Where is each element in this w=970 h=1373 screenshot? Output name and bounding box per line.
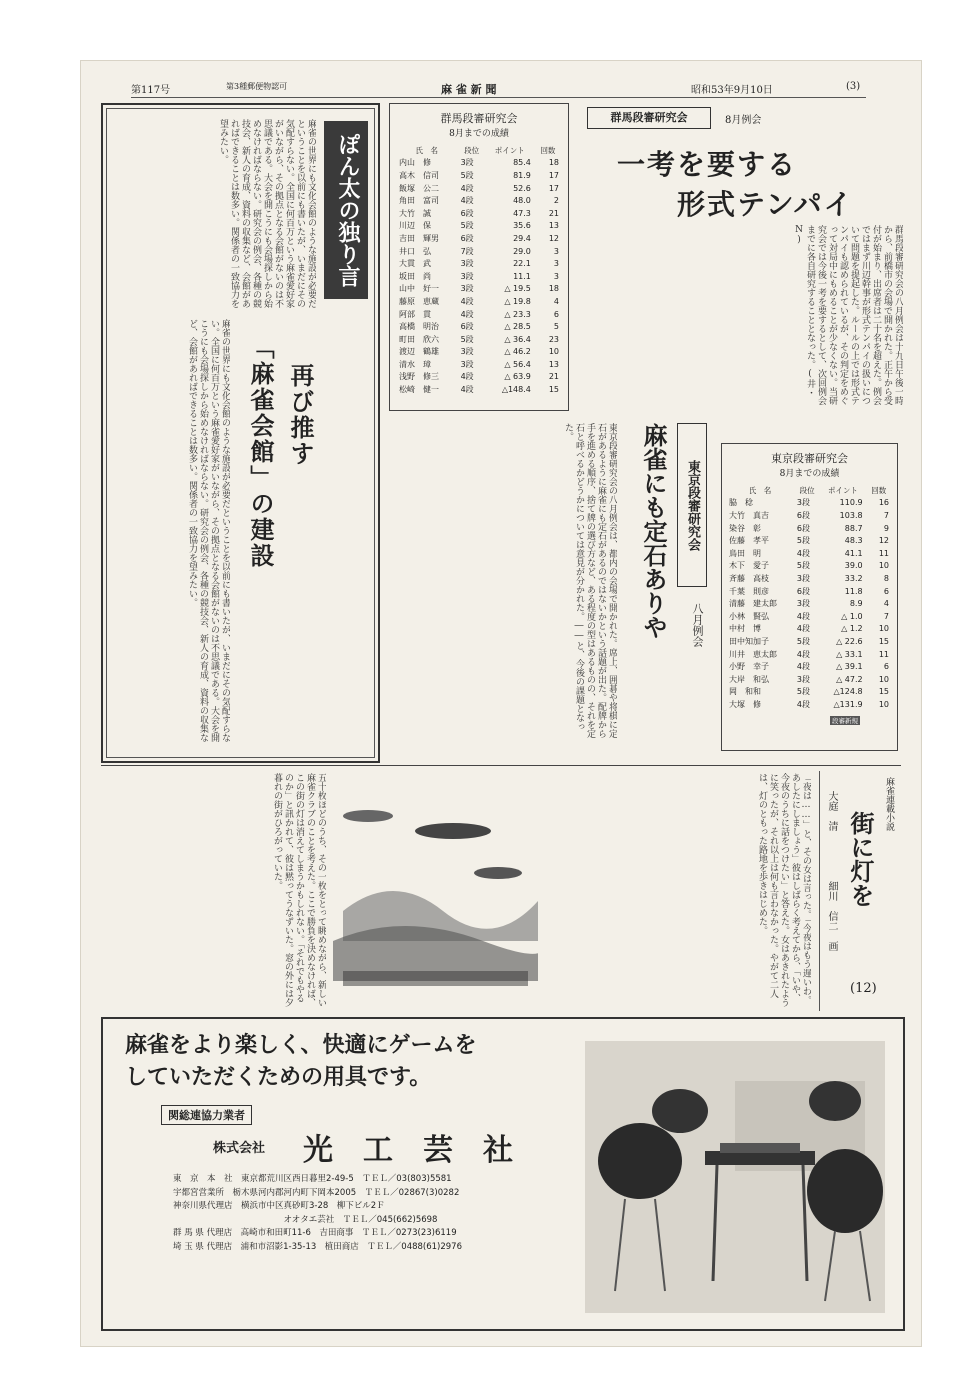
ad-office-line: 埼 玉 県 代理店 浦和市沼影1-35-13 植田商店 ＴＥＬ／0488(61)2976	[173, 1241, 462, 1252]
table-cell: 81.9	[513, 170, 531, 180]
table-row	[726, 509, 892, 522]
table-cell: 坂田 尚	[399, 271, 431, 281]
table-cell: 3段	[460, 284, 474, 294]
gunma-table-title: 群馬段審研究会	[440, 112, 518, 125]
table-cell: 6	[883, 662, 889, 672]
table-cell: 大貫 武	[399, 259, 431, 269]
table-cell: 21	[548, 208, 559, 218]
column-body-bottom: 麻雀の世界にも文化会館のような施設が必要だということを以前にも書いたが、いまだにその気配すらない。全国に何百万という麻雀愛好家がいながら、その拠点となる会館がないのは不思議である。大会を開こうにも会場探しから始めなければならない。研究会の例会、各種の競技会、新人の育成、資料の収集など、会館があればできることは数多い。関係者の一致協力を望みたい。	[187, 319, 230, 742]
gunma-results-table	[396, 144, 562, 396]
table-cell: 小野 幸子	[729, 662, 769, 672]
table-row	[396, 371, 562, 384]
table-cell: 3	[553, 246, 559, 256]
table-cell: 佐藤 孝平	[729, 536, 769, 546]
table-row	[396, 182, 562, 195]
table-cell: 23	[548, 334, 559, 344]
table-cell: 5段	[796, 687, 810, 697]
table-cell: 15	[878, 687, 889, 697]
table-cell: 3段	[460, 259, 474, 269]
ad-headline-2: していただくための用具です。	[125, 1064, 432, 1090]
table-cell: 7段	[460, 246, 474, 256]
table-cell: 4段	[796, 649, 810, 659]
table-row	[726, 497, 892, 510]
table-top-mark	[720, 1143, 800, 1153]
table-cell: 18	[548, 158, 559, 168]
table-cell: △ 23.3	[504, 309, 531, 319]
table-cell: 12	[548, 233, 559, 243]
table-header-cell: 段位	[799, 485, 815, 495]
ad-company-prefix: 株式会社	[213, 1141, 266, 1156]
gunma-headline-1: 一考を要する	[617, 148, 798, 181]
table-row	[726, 673, 892, 686]
table-cell: 大竹 誠	[399, 208, 431, 218]
table-cell: △ 28.5	[504, 322, 531, 332]
table-cell: 4段	[460, 196, 474, 206]
issue-date: 昭和53年9月10日	[691, 85, 773, 96]
table-header-cell: ポイント	[494, 145, 525, 155]
table-cell: 2	[553, 196, 559, 206]
table-header-cell: ポイント	[827, 485, 858, 495]
table-header-row	[396, 144, 562, 157]
table-cell: △148.4	[501, 385, 531, 395]
table-cell: 10	[548, 347, 559, 357]
table-cell: 3段	[460, 359, 474, 369]
issue-number: 第117号	[131, 85, 171, 96]
table-row	[396, 320, 562, 333]
table-cell: 川井 恵太郎	[729, 649, 777, 659]
table-cell: 3段	[796, 674, 810, 684]
newspaper-page	[80, 60, 922, 1347]
table-cell: △ 47.2	[836, 674, 863, 684]
table-cell: 4段	[460, 372, 474, 382]
table-cell: 6	[883, 586, 889, 596]
table-cell: 11	[878, 649, 889, 659]
table-cell: △ 39.1	[836, 662, 863, 672]
table-cell: 22.1	[513, 259, 531, 269]
table-row	[396, 257, 562, 270]
table-cell: 10	[878, 699, 889, 709]
table-cell: 13	[548, 221, 559, 231]
treeline-mark	[343, 971, 528, 986]
table-row	[726, 660, 892, 673]
chair-mark	[807, 1149, 883, 1233]
table-cell: 10	[878, 674, 889, 684]
table-cell: 3段	[796, 599, 810, 609]
table-cell: 岡 和和	[729, 687, 761, 697]
serial-body-left: 五十枚ほどのうち、その一枚をとって眺めながら、新しい麻雀クラブのことを考えた。ここで勝負を決めなければ、この街の灯は消えてしまうかもしれない。「それでもやるのか」と訊かれて、彼は黙ってうなずいた。窓の外には夕暮れの街がひろがっていた。	[272, 773, 326, 1007]
table-cell: 6段	[796, 523, 810, 533]
gunma-table-subtitle: 8月までの成績	[449, 129, 509, 139]
table-cell: 藤原 恵蔵	[399, 296, 439, 306]
table-cell: 35.6	[513, 221, 531, 231]
table-cell: 大竹 真吉	[729, 510, 769, 520]
serial-episode: (12)	[850, 981, 877, 996]
table-cell: 15	[548, 385, 559, 395]
serial-illustrator: 細川 信二 画	[826, 881, 837, 951]
chair-mark	[652, 1089, 708, 1133]
ad-product-photo	[585, 1041, 885, 1313]
table-cell: 7	[883, 510, 889, 520]
table-cell: 11	[878, 548, 889, 558]
table-cell: 17	[548, 170, 559, 180]
tokyo-article	[389, 417, 711, 759]
tokyo-table-subtitle: 8月までの成績	[779, 469, 840, 479]
table-cell: 渡辺 鶴雄	[399, 347, 439, 357]
table-row	[726, 560, 892, 573]
table-cell: 12	[878, 536, 889, 546]
table-cell: △ 46.2	[504, 347, 531, 357]
gunma-article-sublabel: 8月例会	[725, 115, 762, 126]
ad-office-line: 宇都宮営業所 栃木県河内郡河内町下岡本2005 ＴＥＬ／02867(3)0282	[173, 1187, 460, 1198]
table-row	[726, 635, 892, 648]
table-cell: 29.4	[513, 233, 531, 243]
tokyo-table-note: 段審新規	[832, 717, 858, 725]
table-cell: 6	[553, 309, 559, 319]
table-cell: △131.9	[833, 699, 863, 709]
table-cell: 4段	[460, 385, 474, 395]
table-cell: 4段	[460, 309, 474, 319]
ad-office-line: 群 馬 県 代理店 高崎市和田町11-6 吉田商事 ＴＥＬ／0273(23)6119	[173, 1228, 457, 1238]
serial-illustration	[333, 781, 538, 1003]
section-divider	[101, 765, 901, 766]
ad-tag: 関総連協力業者	[161, 1105, 252, 1125]
cloud-mark	[343, 810, 393, 822]
table-cell: 3段	[796, 498, 810, 508]
table-row	[396, 295, 562, 308]
advertisement	[101, 1017, 905, 1331]
table-cell: 千葉 則彦	[729, 586, 769, 596]
column-headline-2: 「麻雀会館」の建設	[246, 335, 275, 569]
table-row	[396, 308, 562, 321]
gunma-article	[577, 103, 907, 409]
table-cell: 3段	[796, 573, 810, 583]
table-cell: 4段	[796, 611, 810, 621]
table-cell: 52.6	[513, 183, 531, 193]
page-number: (3)	[846, 81, 861, 92]
column-headline-1: 再び推す	[286, 363, 315, 467]
gunma-headline-2: 形式テンパイ	[677, 188, 854, 221]
table-cell: 大塚 修	[729, 699, 761, 709]
ad-headline-1: 麻雀をより楽しく、快適にゲームを	[125, 1032, 477, 1058]
table-cell: 103.8	[839, 510, 863, 520]
table-cell: 11.8	[844, 586, 863, 596]
table-cell: 松崎 健一	[399, 385, 439, 395]
table-header-row	[726, 484, 892, 497]
table-row	[396, 333, 562, 346]
ad-office-line: 東 京 本 社 東京都荒川区西日暮里2-49-5 ＴＥＬ／03(803)5581	[173, 1174, 452, 1184]
table-row	[726, 585, 892, 598]
table-cell: 5段	[460, 170, 474, 180]
table-cell: 85.4	[513, 158, 531, 168]
tokyo-results-box	[721, 443, 898, 751]
table-cell: 3	[553, 259, 559, 269]
table-cell: 8	[883, 573, 889, 583]
ad-office-line: オオタエ芸社 ＴＥＬ／045(662)5698	[173, 1214, 438, 1225]
table-cell: 5段	[796, 636, 810, 646]
ad-office-list	[173, 1173, 613, 1254]
table-cell: 鳥田 明	[729, 548, 761, 558]
table-cell: △ 56.4	[504, 359, 531, 369]
table-cell: 中村 博	[729, 624, 761, 634]
serial-title-block	[819, 771, 902, 1011]
gunma-article-label: 群馬段審研究会	[587, 107, 711, 129]
table-cell: 木下 愛子	[729, 561, 769, 571]
table-row	[396, 245, 562, 258]
table-row	[726, 698, 892, 711]
table-row	[396, 270, 562, 283]
cloud-mark	[415, 823, 491, 839]
table-cell: 大岸 和弘	[729, 674, 769, 684]
table-cell: 3段	[460, 271, 474, 281]
table-cell: 16	[878, 498, 889, 508]
table-top-mark	[705, 1151, 815, 1165]
table-row	[726, 686, 892, 699]
gunma-results-box	[389, 103, 569, 411]
ad-office-line: 神奈川県代理店 横浜市中区真砂町3-28 柳下ビル2Ｆ	[173, 1201, 385, 1211]
table-cell: 110.9	[839, 498, 863, 508]
tokyo-article-body: 東京段審研究会の八月例会は、都内の会場で開かれた。席上、囲碁や将棋に定石があるように麻雀にも定石があるのではないかという話題が出た。配牌から手を進める順序、捨て牌の選び方など、ある程度の型はあるものの、それを定石と呼べるかどうかについては意見が分かれた。――と、今後の課題となった。	[563, 423, 617, 738]
table-cell: 清水 璋	[399, 359, 431, 369]
column-body-top: 麻雀の世界にも文化会館のような施設が必要だということを以前にも書いたが、いまだにその気配すらない。全国に何百万という麻雀愛好家がいながら、その拠点となる会館がないのは不思議である。大会を開こうにも会場探しから始めなければならない。研究会の例会、各種の競技会、新人の育成、資料の収集など、会館があればできることは数多い。関係者の一致協力を望みたい。	[218, 119, 316, 308]
table-cell: 4	[553, 296, 559, 306]
chair-mark	[809, 1081, 861, 1121]
table-header-cell: 氏 名	[415, 145, 439, 155]
table-cell: 6段	[460, 208, 474, 218]
table-cell: 29.0	[513, 246, 531, 256]
table-cell: △ 63.9	[504, 372, 531, 382]
table-cell: 4段	[460, 183, 474, 193]
table-cell: 48.0	[513, 196, 531, 206]
table-row	[726, 534, 892, 547]
tokyo-article-label: 東京段審研究会	[677, 423, 707, 587]
table-cell: 48.3	[844, 536, 863, 546]
table-cell: 4段	[796, 662, 810, 672]
column-box	[101, 103, 380, 763]
table-cell: 11.1	[513, 271, 531, 281]
table-cell: △ 1.0	[841, 611, 863, 621]
table-cell: 6段	[796, 510, 810, 520]
table-cell: △ 33.1	[836, 649, 863, 659]
table-cell: 9	[883, 523, 889, 533]
table-cell: 山中 好一	[399, 284, 439, 294]
table-cell: △ 36.4	[504, 334, 531, 344]
ad-company-name: 光 工 芸 社	[303, 1133, 513, 1168]
table-row	[396, 358, 562, 371]
table-cell: 3段	[460, 347, 474, 357]
table-cell: △ 19.8	[504, 296, 531, 306]
table-cell: △124.8	[833, 687, 863, 697]
table-cell: 浅野 修三	[399, 372, 439, 382]
table-cell: 5段	[796, 536, 810, 546]
table-header-cell: 氏 名	[748, 485, 772, 495]
table-row	[396, 220, 562, 233]
table-cell: 88.7	[844, 523, 863, 533]
table-cell: 飯塚 公二	[399, 183, 439, 193]
table-cell: 阿部 貫	[399, 309, 431, 319]
column-title: ぽん太の独り言	[335, 133, 361, 287]
table-cell: 7	[883, 611, 889, 621]
table-cell: 10	[878, 561, 889, 571]
tokyo-results-table	[726, 484, 892, 711]
page-header	[131, 81, 866, 98]
chair-mark	[598, 1123, 682, 1199]
table-row	[396, 346, 562, 359]
table-row	[726, 547, 892, 560]
table-cell: 15	[878, 636, 889, 646]
table-cell: 3	[553, 271, 559, 281]
table-header-cell: 段位	[464, 145, 480, 155]
table-cell: 8.9	[849, 599, 863, 609]
table-cell: 5段	[460, 334, 474, 344]
table-cell: 高木 信司	[399, 170, 439, 180]
column-title-block	[324, 121, 368, 299]
table-cell: 4段	[796, 548, 810, 558]
table-row	[396, 232, 562, 245]
table-row	[396, 194, 562, 207]
table-cell: 高橋 明治	[399, 322, 439, 332]
serial-series-label: 麻雀連載小説	[884, 777, 894, 831]
table-cell: 47.3	[513, 208, 531, 218]
table-cell: 18	[548, 284, 559, 294]
table-cell: 4段	[796, 699, 810, 709]
table-row	[396, 207, 562, 220]
table-cell: 角田 富司	[399, 196, 439, 206]
table-cell: 3段	[460, 158, 474, 168]
cloud-mark	[474, 867, 522, 879]
table-cell: △ 19.5	[504, 284, 531, 294]
table-cell: 33.2	[844, 573, 863, 583]
table-header-cell: 回数	[871, 485, 887, 495]
table-cell: 39.0	[844, 561, 863, 571]
table-cell: 田中知加子	[729, 636, 769, 646]
table-cell: 6段	[796, 586, 810, 596]
tokyo-table-title: 東京段審研究会	[771, 452, 848, 465]
table-cell: △ 22.6	[836, 636, 863, 646]
serial-title: 街に灯を	[846, 811, 875, 907]
table-row	[396, 383, 562, 396]
table-cell: 5段	[796, 561, 810, 571]
gunma-article-body: 群馬段審研究会の八月例会は十九日午後一時から、前橋市の会場で開かれた。正午から受付が始まり、出席者は二十名を超えた。例会ではまず川辺幹事が形式テンパイの扱いについて問題を提起した。ルールの上では形式テンパイも認められているが、その判定をめぐって対局中にもめることが少なくない。当研究会では今後一考を要するとして、次回例会までに各自研究することとなった。(井・N)	[794, 225, 903, 405]
table-cell: 町田 欣六	[399, 334, 439, 344]
postal-permit: 第3種郵便物認可	[226, 82, 288, 91]
table-cell: 4	[883, 599, 889, 609]
table-header-cell: 回数	[540, 145, 556, 155]
table-cell: 小林 賢弘	[729, 611, 769, 621]
serial-body-right: 「夜は……」と、その女は言った。「今夜はもう遅いわ。あしたにしましょう」彼はしばらく考えてから、「いや、今夜のうちに話をつけたい」と答えた。女はあきれたように笑ったが、それ以上は何も言わなかった。やがて二人は、灯のともった路地を歩きはじめた。	[757, 773, 811, 1007]
table-row	[726, 572, 892, 585]
table-cell: 清藤 建太郎	[729, 599, 777, 609]
table-cell: 21	[548, 372, 559, 382]
table-cell: 10	[878, 624, 889, 634]
table-cell: 吉田 輝男	[399, 233, 439, 243]
paper-title: 麻 雀 新 聞	[441, 83, 497, 96]
table-cell: 川辺 保	[399, 221, 431, 231]
table-row	[726, 623, 892, 636]
tokyo-article-sublabel: 八月例会	[691, 603, 704, 647]
table-cell: 井口 弘	[399, 246, 431, 256]
table-cell: 4段	[460, 296, 474, 306]
table-row	[396, 157, 562, 170]
serial-author: 大庭 清	[826, 791, 837, 831]
table-cell: 17	[548, 183, 559, 193]
table-cell: 5段	[460, 221, 474, 231]
table-cell: 斉藤 高枝	[729, 573, 769, 583]
table-cell: 13	[548, 359, 559, 369]
table-cell: △ 1.2	[841, 624, 863, 634]
table-row	[726, 648, 892, 661]
table-cell: 6段	[460, 322, 474, 332]
table-cell: 内山 修	[399, 158, 431, 168]
table-row	[726, 597, 892, 610]
table-cell: 6段	[460, 233, 474, 243]
table-cell: 5	[553, 322, 559, 332]
table-row	[726, 610, 892, 623]
table-cell: 脇 稔	[729, 498, 753, 508]
table-cell: 染谷 彰	[729, 523, 761, 533]
table-row	[396, 169, 562, 182]
table-row	[726, 522, 892, 535]
table-cell: 41.1	[844, 548, 863, 558]
table-cell: 4段	[796, 624, 810, 634]
tokyo-headline: 麻雀にも定石ありや	[639, 423, 668, 639]
table-row	[396, 283, 562, 296]
